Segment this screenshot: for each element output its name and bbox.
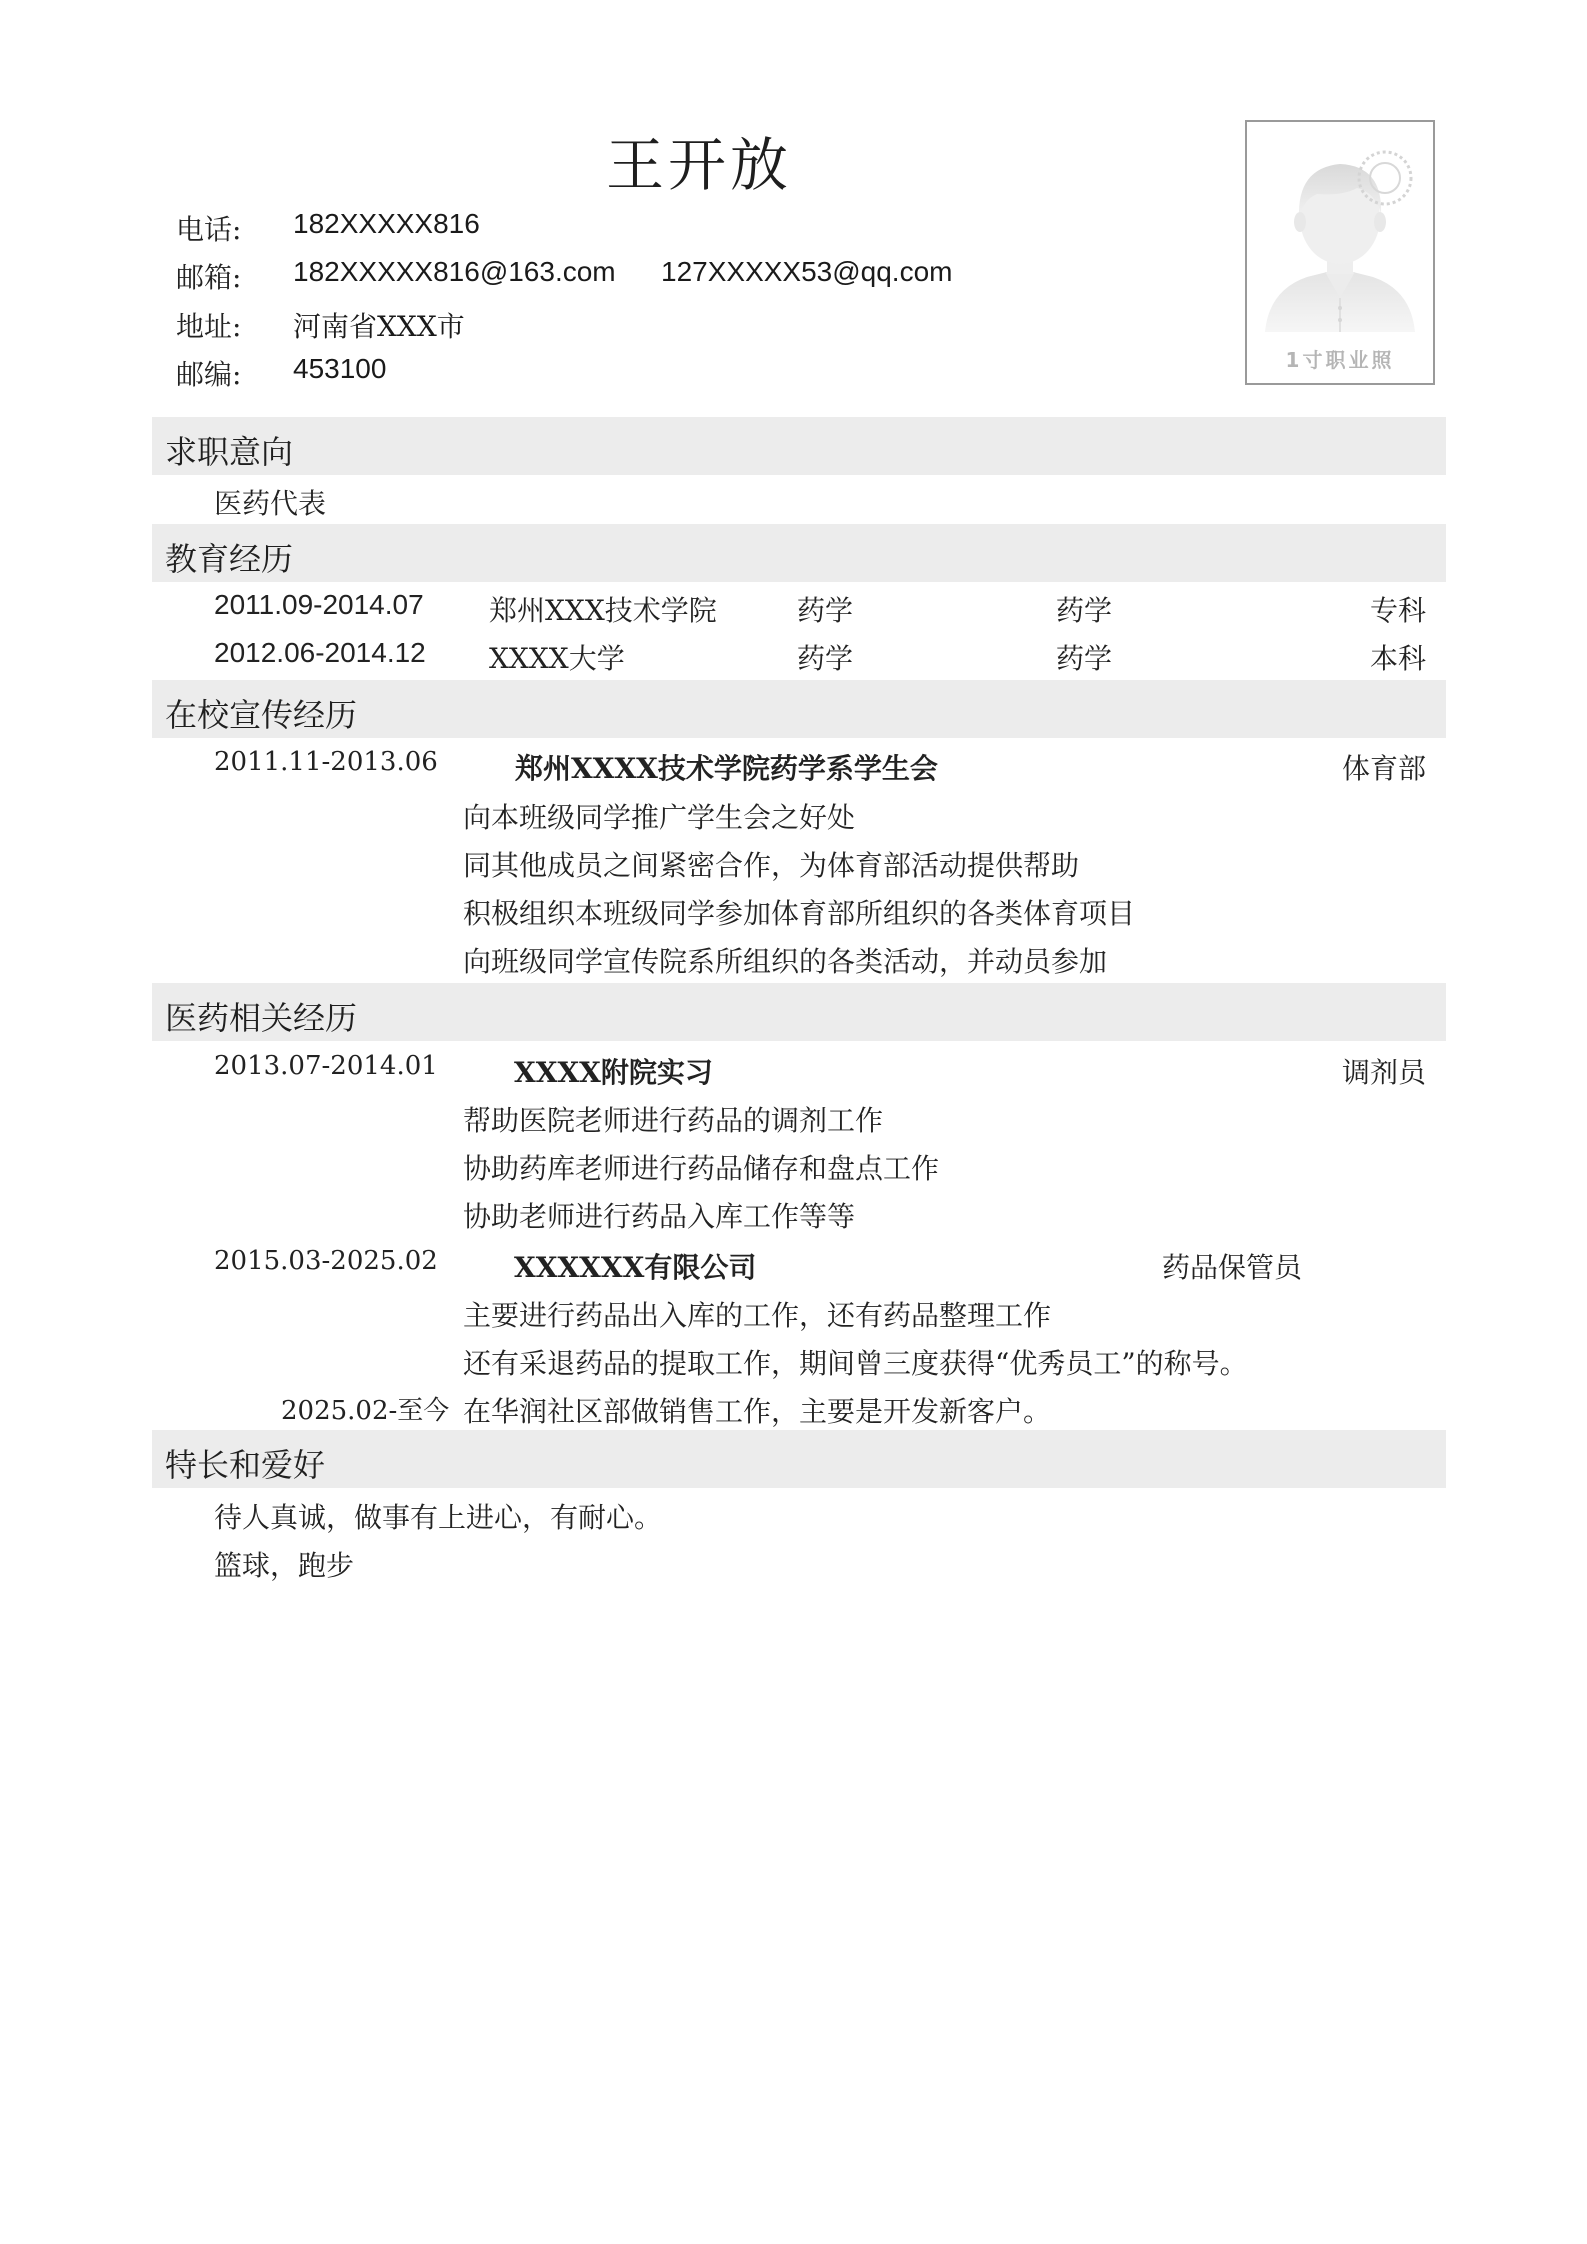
postcode-label: 邮编: — [176, 358, 242, 391]
edu-school: XXXX大学 — [489, 642, 625, 675]
campus-item: 同其他成员之间紧密合作，为体育部活动提供帮助 — [463, 849, 1080, 882]
address-value: 河南省XXX市 — [293, 310, 465, 343]
job-period: 2015.03-2025.02 — [214, 1246, 438, 1276]
candidate-name: 王开放 — [606, 131, 793, 199]
edu-degree: 本科 — [1370, 642, 1427, 675]
phone-label: 电话: — [176, 213, 242, 246]
photo-caption: 1寸职业照 — [1285, 348, 1395, 372]
section-title-hobbies: 特长和爱好 — [165, 1446, 326, 1484]
job-org: XXXXXX有限公司 — [514, 1251, 757, 1284]
job-role: 调剂员 — [1342, 1056, 1427, 1089]
edu-school: 郑州XXX技术学院 — [489, 594, 717, 627]
edu-major: 药学 — [797, 642, 854, 675]
job-period: 2013.07-2014.01 — [214, 1051, 438, 1081]
campus-role: 体育部 — [1342, 752, 1427, 785]
edu-field: 药学 — [1056, 642, 1113, 675]
job-item: 协助老师进行药品入库工作等等 — [463, 1200, 856, 1233]
section-bar-objective — [152, 417, 1446, 475]
job-org: XXXX附院实习 — [514, 1056, 713, 1089]
section-title-objective: 求职意向 — [165, 433, 294, 471]
edu-major: 药学 — [797, 594, 854, 627]
email-value-1: 182XXXXX816@163.com — [293, 256, 616, 287]
profile-photo — [1245, 120, 1435, 385]
section-bar-hobbies — [152, 1430, 1446, 1488]
hobby-item: 篮球，跑步 — [214, 1549, 355, 1582]
edu-degree: 专科 — [1370, 594, 1427, 627]
hobby-item: 待人真诚，做事有上进心，有耐心。 — [214, 1501, 663, 1534]
email-value-2: 127XXXXX53@qq.com — [661, 256, 953, 287]
section-title-education: 教育经历 — [165, 540, 294, 578]
campus-org: 郑州XXXX技术学院药学系学生会 — [515, 752, 938, 785]
campus-item: 积极组织本班级同学参加体育部所组织的各类体育项目 — [463, 897, 1136, 930]
job-item: 协助药库老师进行药品储存和盘点工作 — [463, 1152, 940, 1185]
job-item: 帮助医院老师进行药品的调剂工作 — [463, 1104, 884, 1137]
campus-item: 向班级同学宣传院系所组织的各类活动，并动员参加 — [463, 945, 1108, 978]
edu-period: 2011.09-2014.07 — [214, 589, 424, 620]
edu-period: 2012.06-2014.12 — [214, 637, 426, 668]
email-label: 邮箱: — [176, 261, 242, 294]
campus-item: 向本班级同学推广学生会之好处 — [463, 801, 856, 834]
extra-text: 在华润社区部做销售工作，主要是开发新客户。 — [463, 1395, 1052, 1428]
section-title-campus: 在校宣传经历 — [165, 696, 358, 734]
campus-period: 2011.11-2013.06 — [214, 747, 438, 777]
phone-value: 182XXXXX816 — [293, 208, 480, 239]
postcode-value: 453100 — [293, 353, 387, 384]
section-title-pharma: 医药相关经历 — [165, 999, 358, 1037]
edu-field: 药学 — [1056, 594, 1113, 627]
extra-period: 2025.02-至今 — [281, 1396, 450, 1426]
job-item: 主要进行药品出入库的工作，还有药品整理工作 — [463, 1299, 1052, 1332]
section-bar-education — [152, 524, 1446, 582]
job-item: 还有采退药品的提取工作，期间曾三度获得“优秀员工”的称号。 — [463, 1347, 1248, 1380]
objective-content: 医药代表 — [214, 487, 327, 520]
address-label: 地址: — [176, 310, 242, 343]
job-role: 药品保管员 — [1162, 1251, 1303, 1284]
